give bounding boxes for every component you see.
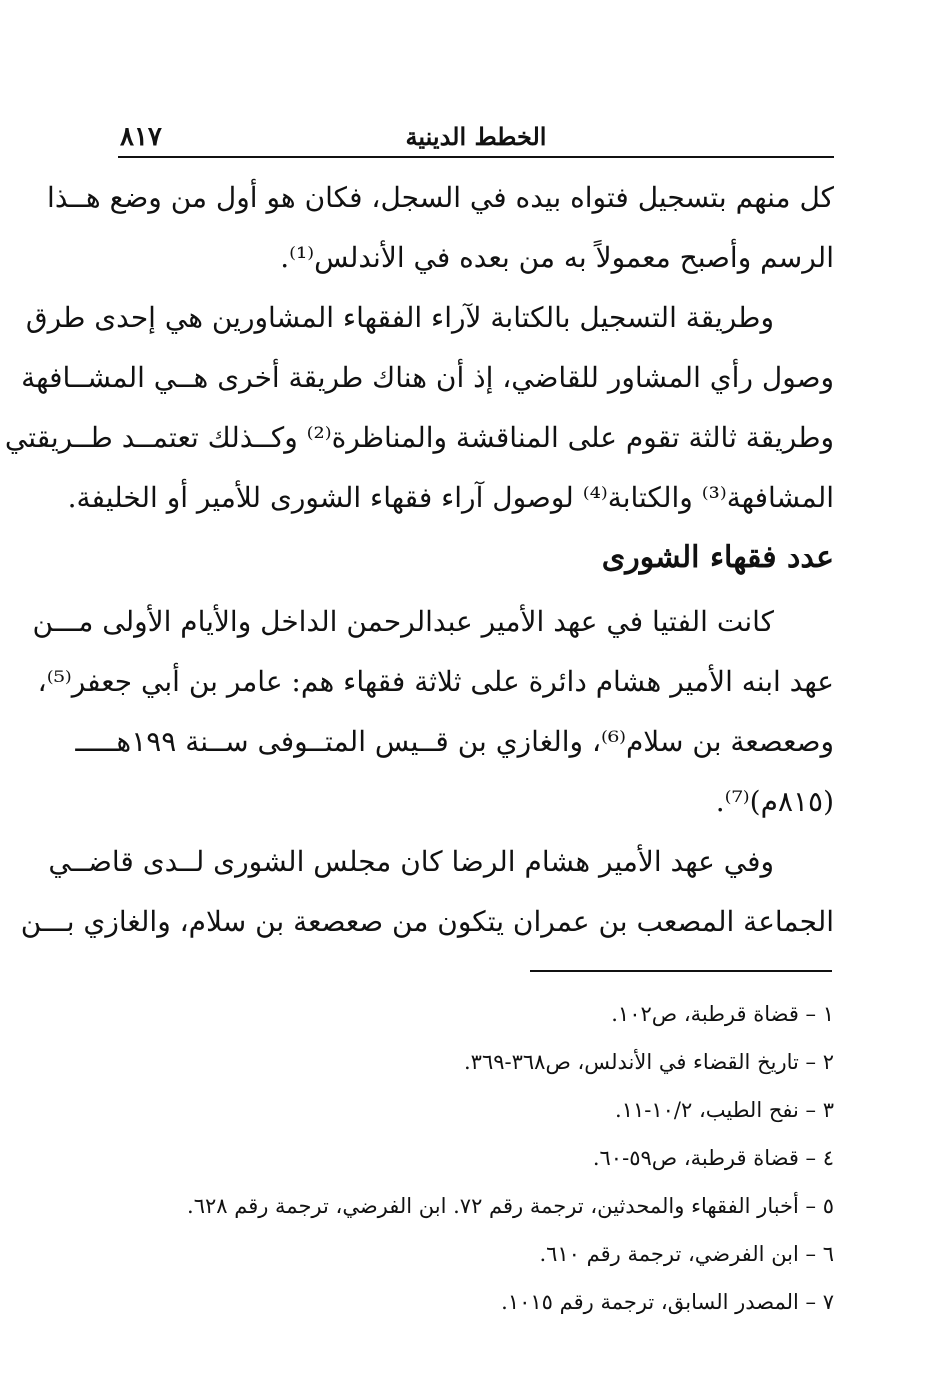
body-line: وفي عهد الأمير هشام الرضا كان مجلس الشورى لــدى قاضــي [48, 845, 774, 878]
body-line: كل منهم بتسجيل فتواه بيده في السجل، فكان هو أول من وضع هــذا [47, 181, 834, 214]
footnote-1: ١ – قضاة قرطبة، ص١٠٢. [611, 1002, 834, 1026]
body-line: كانت الفتيا في عهد الأمير عبدالرحمن الداخل والأيام الأولى مـــن [32, 605, 774, 638]
footnote-5: ٥ – أخبار الفقهاء والمحدثين، ترجمة رقم ٧٢. ابن الفرضي، ترجمة رقم ٦٢٨. [187, 1194, 834, 1218]
page-number: ٨١٧ [120, 122, 162, 152]
body-line: الجماعة المصعب بن عمران يتكون من صعصعة بن سلام، والغازي بـــن [20, 905, 834, 938]
footnote-rule [530, 970, 832, 972]
footnotes [118, 990, 834, 1326]
footnote-7: ٧ – المصدر السابق، ترجمة رقم ١٠١٥. [501, 1290, 834, 1314]
footnote-6: ٦ – ابن الفرضي، ترجمة رقم ٦١٠. [539, 1242, 834, 1266]
body-line: وطريقة التسجيل بالكتابة لآراء الفقهاء المشاورين هي إحدى طرق [25, 301, 774, 334]
body-line: (٨١٥م)⁽⁷⁾. [715, 785, 834, 818]
body-line: المشافهة⁽³⁾ والكتابة⁽⁴⁾ لوصول آراء فقهاء الشورى للأمير أو الخليفة. [67, 481, 834, 514]
section-heading: عدد فقهاء الشورى [601, 540, 834, 575]
body-text [4, 168, 834, 952]
page-header [118, 118, 834, 158]
body-line: عهد ابنه الأمير هشام دائرة على ثلاثة فقهاء هم: عامر بن أبي جعفر⁽⁵⁾، [37, 665, 834, 698]
running-title: الخطط الدينية [405, 122, 547, 151]
body-line: وصعصعة بن سلام⁽⁶⁾، والغازي بن قــيس المتــوفى ســنة ١٩٩هـــــ [75, 725, 834, 758]
body-line: الرسم وأصبح معمولاً به من بعده في الأندلس⁽¹⁾. [280, 241, 834, 274]
body-line: وصول رأي المشاور للقاضي، إذ أن هناك طريقة أخرى هــي المشــافهة [21, 361, 834, 394]
footnote-2: ٢ – تاريخ القضاء في الأندلس، ص٣٦٨-٣٦٩. [463, 1050, 834, 1074]
footnote-3: ٣ – نفح الطيب، ١٠/٢-١١. [615, 1098, 834, 1122]
body-line: وطريقة ثالثة تقوم على المناقشة والمناظرة⁽²⁾ وكــذلك تعتمــد طــريقتي [4, 421, 834, 454]
header-rule [118, 156, 834, 158]
footnote-4: ٤ – قضاة قرطبة، ص٥٩-٦٠. [592, 1146, 834, 1170]
